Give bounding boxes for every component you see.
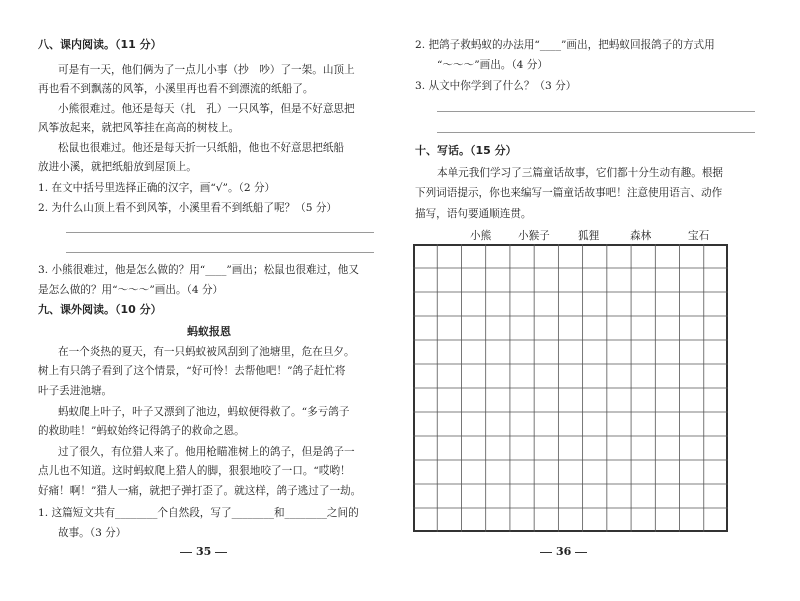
s9-paragraph-line: 在一个炎热的夏天，有一只蚂蚁被风刮到了池塘里，危在旦夕。 [58, 346, 355, 358]
s9-question-2: 2. 把鸽子救蚂蚁的办法用“____”画出，把蚂蚁回报鸽子的方式用 [415, 39, 715, 51]
answer-line[interactable] [66, 232, 374, 233]
word-hint: 森林 [630, 230, 652, 242]
section-10-heading: 十、写话。（15 分） [415, 144, 517, 157]
section-9-heading: 九、课外阅读。（10 分） [38, 303, 162, 316]
s9-paragraph-line: 蚂蚁爬上叶子，叶子又漂到了池边，蚂蚁便得救了。“多亏鸽子 [58, 406, 350, 418]
s9-paragraph-line: 好痛！啊！”猎人一痛，就把子弹打歪了。就这样，鸽子逃过了一劫。 [38, 485, 362, 497]
word-hint: 宝石 [688, 230, 710, 242]
s9-paragraph-line: 过了很久，有位猎人来了。他用枪瞄准树上的鸽子，但是鸽子一 [58, 446, 355, 458]
s8-paragraph-line: 可是有一天，他们俩为了一点儿小事（抄 吵）了一架。山顶上 [58, 64, 355, 76]
page-number: 36 [536, 545, 591, 558]
answer-line[interactable] [437, 111, 755, 112]
writing-grid[interactable] [413, 244, 728, 532]
s9-paragraph-line: 树上有只鸽子看到了这个情景，“好可怜！去帮他吧！”鸽子赶忙将 [38, 365, 346, 377]
passage-title: 蚂蚁报恩 [187, 325, 231, 338]
s8-paragraph-line: 再也看不到飘荡的风筝，小溪里再也看不到漂流的纸船了。 [38, 83, 314, 95]
s10-paragraph-line: 下列词语提示，你也来编写一篇童话故事吧！注意使用语言、动作 [415, 187, 723, 199]
word-hint: 小熊 [470, 230, 492, 242]
s9-paragraph-line: 的救助哇！”蚂蚁始终记得鸽子的救命之恩。 [38, 425, 245, 437]
word-hints [400, 228, 800, 242]
s8-paragraph-line: 风筝放起来，就把风筝挂在高高的树枝上。 [38, 122, 240, 134]
s9-question-1: 1. 这篇短文共有________个自然段，写了________和________之间的 [38, 507, 359, 519]
s10-paragraph-line: 描写，语句要通顺连贯。 [415, 208, 532, 220]
s9-paragraph-line: 叶子丢进池塘。 [38, 385, 113, 397]
grid-lines [413, 244, 728, 532]
s10-paragraph-line: 本单元我们学习了三篇童话故事，它们都十分生动有趣。根据 [437, 167, 724, 179]
s8-question-2: 2. 为什么山顶上看不到风筝，小溪里看不到纸船了呢？（5 分） [38, 202, 338, 214]
s9-paragraph-line: 点儿也不知道。这时蚂蚁爬上猎人的脚，狠狠地咬了一口。“哎哟！ [38, 465, 351, 477]
s8-question-3: 是怎么做的？用“～～～”画出。（4 分） [38, 284, 224, 296]
s8-question-3: 3. 小熊很难过，他是怎么做的？用“____”画出；松鼠也很难过，他又 [38, 264, 359, 276]
answer-line[interactable] [437, 132, 755, 133]
word-hint: 狐狸 [578, 230, 600, 242]
page-number: 35 [176, 545, 231, 558]
section-8-heading: 八、课内阅读。（11 分） [38, 38, 162, 51]
answer-line[interactable] [66, 252, 374, 253]
s8-paragraph-line: 放进小溪，就把纸船放到屋顶上。 [38, 161, 197, 173]
s8-paragraph-line: 小熊很难过。他还是每天（扎 孔）一只风筝，但是不好意思把 [58, 103, 355, 115]
word-hint: 小猴子 [518, 230, 550, 242]
s9-question-2: “～～～”画出。（4 分） [437, 59, 548, 71]
s9-question-1: 故事。（3 分） [58, 527, 127, 539]
s8-question-1: 1. 在文中括号里选择正确的汉字，画“√”。（2 分） [38, 182, 276, 194]
s8-paragraph-line: 松鼠也很难过。他还是每天折一只纸船，他也不好意思把纸船 [58, 142, 345, 154]
s9-question-3: 3. 从文中你学到了什么？（3 分） [415, 80, 577, 92]
